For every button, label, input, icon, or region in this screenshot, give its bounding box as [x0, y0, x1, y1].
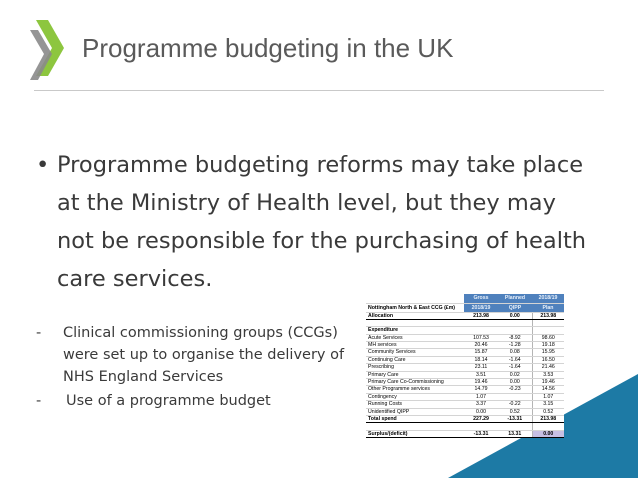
- row-label: Surplus/(deficit): [366, 430, 464, 437]
- main-bullet-text: Programme budgeting reforms may take place at the Ministry of Health level, but they may not be responsible for the purchasing of health care services.: [57, 152, 587, 292]
- table-row: [366, 386, 564, 393]
- row-value: [464, 319, 498, 326]
- row-value: [464, 423, 498, 430]
- row-label: Primary Care: [366, 371, 464, 378]
- row-value: [532, 327, 564, 334]
- table-row: [366, 319, 564, 326]
- table-corner-cell: [366, 294, 464, 303]
- row-value: [532, 319, 564, 326]
- row-label: [366, 319, 464, 326]
- row-value: 1.07: [464, 393, 498, 400]
- row-label: Expenditure: [366, 327, 464, 334]
- table-row: [366, 356, 564, 363]
- row-label: Running Costs: [366, 401, 464, 408]
- row-value: -1.28: [498, 341, 532, 348]
- row-value: -8.92: [498, 334, 532, 341]
- row-value: 14.56: [532, 386, 564, 393]
- title-divider: [34, 90, 604, 91]
- row-value: 0.52: [532, 408, 564, 415]
- brand-chevron-logo: [30, 20, 74, 82]
- row-value: 227.29: [464, 415, 498, 422]
- row-value: 20.46: [464, 341, 498, 348]
- row-value: 213.98: [464, 312, 498, 319]
- row-value: 107.53: [464, 334, 498, 341]
- table-row: [366, 341, 564, 348]
- column-header-line1: 2018/19: [532, 294, 564, 303]
- row-value: -1.64: [498, 364, 532, 371]
- row-value: -13.31: [464, 430, 498, 437]
- row-value: 23.11: [464, 364, 498, 371]
- row-value: 3.15: [532, 401, 564, 408]
- row-value: [464, 327, 498, 334]
- main-bullet: [36, 146, 596, 298]
- row-value: [498, 319, 532, 326]
- row-value: 213.98: [532, 312, 564, 319]
- sub-bullet-item: [36, 322, 356, 388]
- row-label: MH services: [366, 341, 464, 348]
- row-label: Acute Services: [366, 334, 464, 341]
- row-value: 18.14: [464, 356, 498, 363]
- table-row: [366, 349, 564, 356]
- row-value: 0.08: [498, 349, 532, 356]
- row-label: Other Programme services: [366, 386, 464, 393]
- row-value: 3.37: [464, 401, 498, 408]
- table-row: [366, 430, 564, 437]
- sub-bullet-marker: -: [36, 325, 42, 341]
- column-header-line2: 2018/19: [464, 303, 498, 312]
- table-body: [366, 312, 564, 437]
- row-label: Community Services: [366, 349, 464, 356]
- row-value: 0.00: [498, 312, 532, 319]
- row-label: Total spend: [366, 415, 464, 422]
- row-value: 0.02: [498, 371, 532, 378]
- column-header-line2: Plan: [532, 303, 564, 312]
- column-header-line2: QIPP: [498, 303, 532, 312]
- table-header: [366, 294, 564, 312]
- table-row: [366, 312, 564, 319]
- row-value: 98.60: [532, 334, 564, 341]
- row-value: 1.07: [532, 393, 564, 400]
- row-value: 19.46: [464, 378, 498, 385]
- table-row: [366, 334, 564, 341]
- row-value: 0.00: [532, 430, 564, 437]
- row-value: -1.64: [498, 356, 532, 363]
- sub-bullet-text: Use of a programme budget: [66, 393, 271, 409]
- row-value: 14.79: [464, 386, 498, 393]
- row-label: Contingency: [366, 393, 464, 400]
- table-row: [366, 408, 564, 415]
- table-row: [366, 401, 564, 408]
- row-label: Allocation: [366, 312, 464, 319]
- row-value: -0.23: [498, 386, 532, 393]
- row-value: [498, 423, 532, 430]
- table-row: [366, 423, 564, 430]
- row-value: 0.52: [498, 408, 532, 415]
- row-value: -13.31: [498, 415, 532, 422]
- row-value: -0.22: [498, 401, 532, 408]
- slide-title: Programme budgeting in the UK: [82, 33, 454, 63]
- row-value: 15.87: [464, 349, 498, 356]
- table-row: [366, 327, 564, 334]
- table-row: [366, 415, 564, 422]
- row-value: 13.31: [498, 430, 532, 437]
- table-row: [366, 393, 564, 400]
- row-value: 16.50: [532, 356, 564, 363]
- sub-bullet-list: [36, 322, 356, 412]
- table-row: [366, 378, 564, 385]
- row-label: [366, 423, 464, 430]
- sub-bullet-marker: -: [36, 393, 42, 409]
- row-value: 19.46: [532, 378, 564, 385]
- row-label: Unidentified QIPP: [366, 408, 464, 415]
- row-value: 213.98: [532, 415, 564, 422]
- row-value: 0.00: [498, 378, 532, 385]
- sub-bullet-text: Clinical commissioning groups (CCGs) were set up to organise the delivery of NHS England Services: [63, 325, 345, 385]
- row-value: [498, 327, 532, 334]
- row-label: Prescribing: [366, 364, 464, 371]
- column-header-line1: Planned: [498, 294, 532, 303]
- bullet-dot: •: [36, 152, 50, 178]
- row-value: [532, 423, 564, 430]
- table-row: [366, 371, 564, 378]
- row-label: Primary Care Co-Commissioning: [366, 378, 464, 385]
- row-label: Continuing Care: [366, 356, 464, 363]
- row-value: 21.46: [532, 364, 564, 371]
- row-value: [498, 393, 532, 400]
- column-header-line1: Gross: [464, 294, 498, 303]
- table-row: [366, 364, 564, 371]
- budget-table: [366, 294, 564, 438]
- row-value: 0.00: [464, 408, 498, 415]
- table-title-label: Nottingham North & East CCG (£m): [366, 303, 464, 312]
- row-value: 19.18: [532, 341, 564, 348]
- row-value: 3.51: [464, 371, 498, 378]
- sub-bullet-item: [36, 390, 356, 412]
- row-value: 3.53: [532, 371, 564, 378]
- row-value: 15.95: [532, 349, 564, 356]
